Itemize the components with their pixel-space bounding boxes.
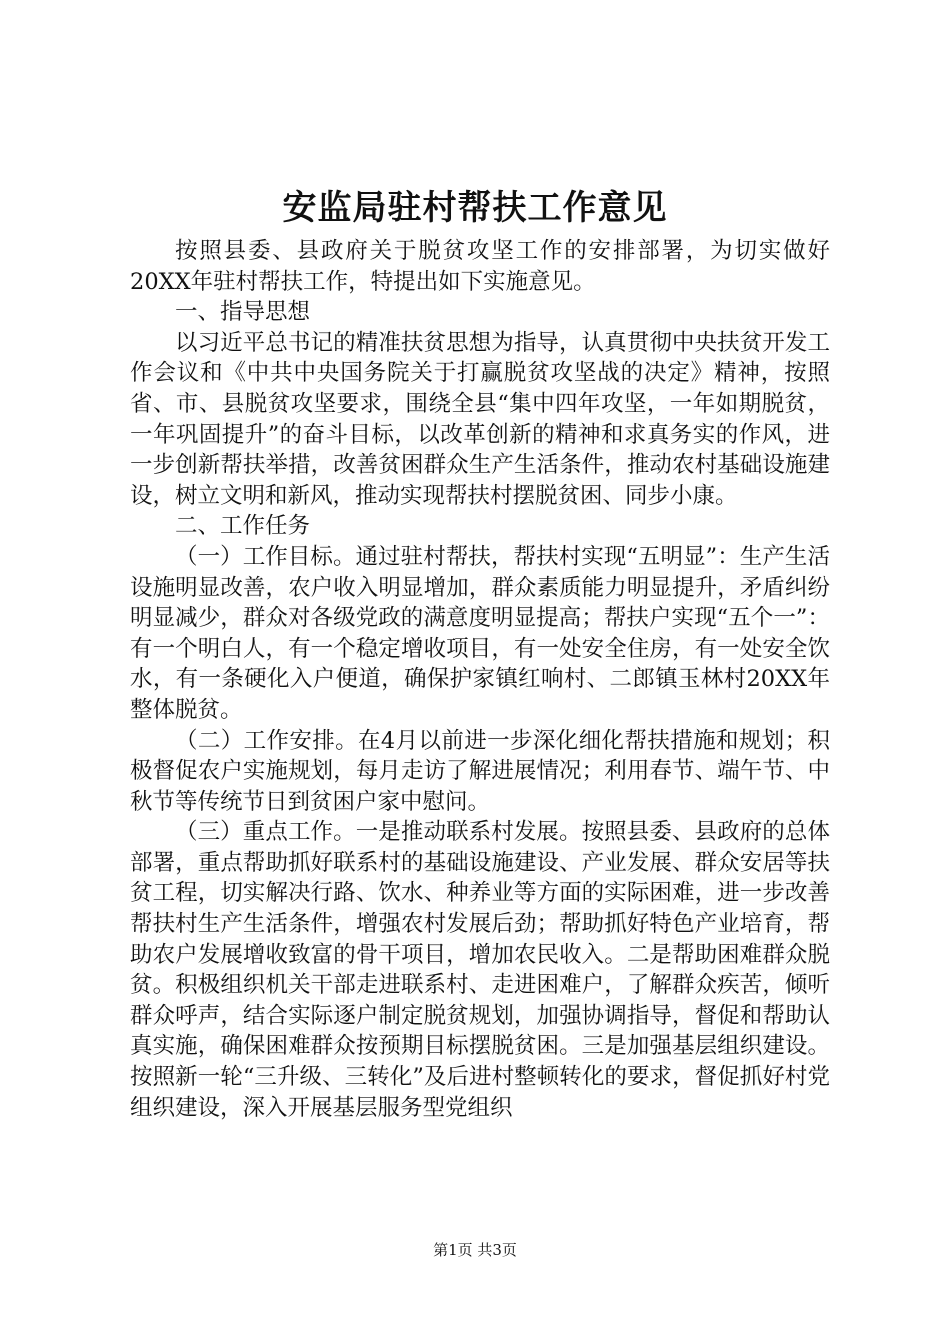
key-work-paragraph: （三）重点工作。一是推动联系村发展。按照县委、县政府的总体部署，重点帮助抓好联系村的基础设施建设、产业发展、群众安居等扶贫工程，切实解决行路、饮水、种养业等方面的实际困难，进一步改善帮扶村生产生活条件，增强农村发展后劲；帮助抓好特色产业培育，帮助农户发展增收致富的骨干项目，增加农民收入。二是帮助困难群众脱贫。积极组织机关干部走进联系村、走进困难户，了解群众疾苦，倾听群众呼声，结合实际逐户制定脱贫规划，加强协调指导，督促和帮助认真实施，确保困难群众按预期目标摆脱贫困。三是加强基层组织建设。按照新一轮“三升级、三转化”及后进村整顿转化的要求，督促抓好村党组织建设，深入开展基层服务型党组织 <box>130 819 830 1121</box>
page-number-footer: 第1页 共3页 <box>433 1241 517 1259</box>
guiding-thought-paragraph: 以习近平总书记的精准扶贫思想为指导，认真贯彻中央扶贫开发工作会议和《中共中央国务院关于打赢脱贫攻坚战的决定》精神，按照省、市、县脱贫攻坚要求，围绕全县“集中四年攻坚，一年如期脱贫，一年巩固提升”的奋斗目标，以改革创新的精神和求真务实的作风，进一步创新帮扶举措，改善贫困群众生产生活条件，推动农村基础设施建设，树立文明和新风，推动实现帮扶村摆脱贫困、同步小康。 <box>130 329 830 509</box>
section-heading-work-tasks: 二、工作任务 <box>175 513 311 540</box>
document-title: 安监局驻村帮扶工作意见 <box>282 188 668 228</box>
work-arrangement-paragraph: （二）工作安排。在4月以前进一步深化细化帮扶措施和规划；积极督促农户实施规划，每月走访了解进展情况；利用春节、端午节、中秋节等传统节日到贫困户家中慰问。 <box>130 727 830 815</box>
section-heading-guiding-thought: 一、指导思想 <box>175 299 311 326</box>
work-goal-paragraph: （一）工作目标。通过驻村帮扶，帮扶村实现“五明显”：生产生活设施明显改善，农户收入明显增加，群众素质能力明显提升，矛盾纠纷明显减少，群众对各级党政的满意度明显提高；帮扶户实现“五个一”：有一个明白人，有一个稳定增收项目，有一处安全住房，有一处安全饮水，有一条硬化入户便道，确保护家镇红响村、二郎镇玉林村20XX年整体脱贫。 <box>130 543 830 723</box>
document-body <box>130 236 830 1123</box>
intro-paragraph: 按照县委、县政府关于脱贫攻坚工作的安排部署，为切实做好20XX年驻村帮扶工作，特提出如下实施意见。 <box>130 238 830 295</box>
